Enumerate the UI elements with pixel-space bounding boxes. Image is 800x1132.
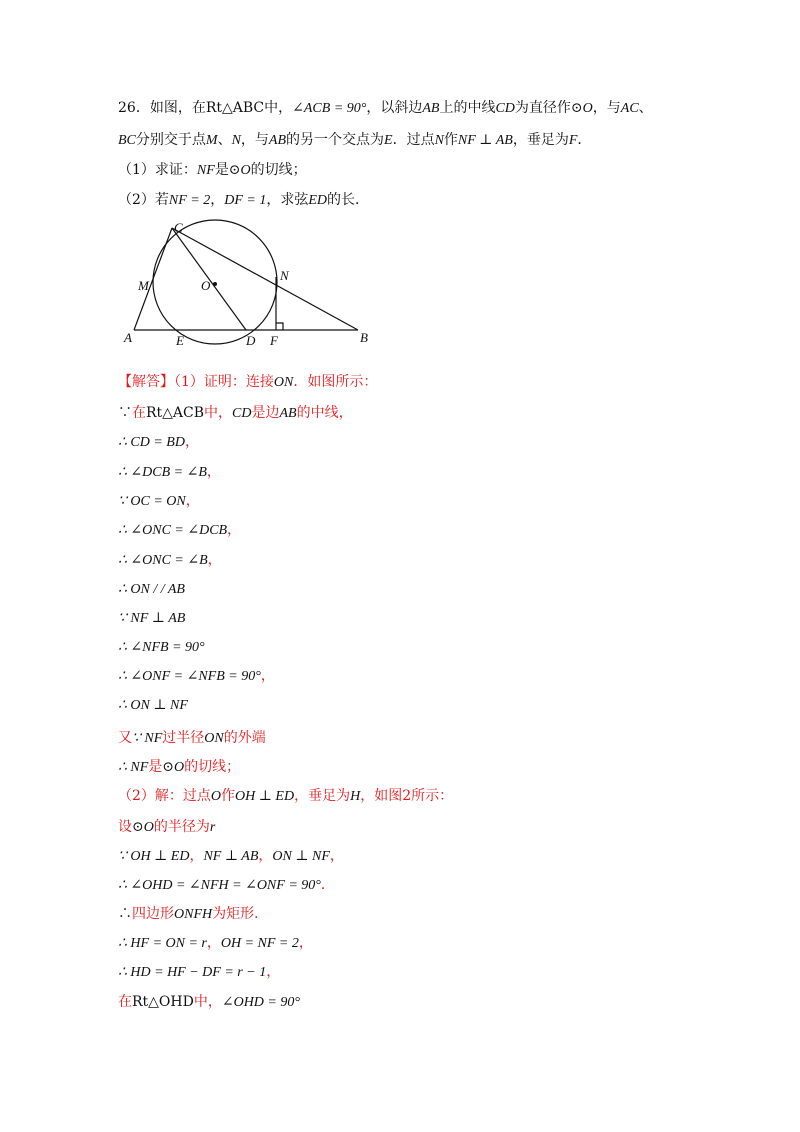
segment-ac: AC <box>620 101 639 116</box>
solution-text: ， <box>227 522 242 538</box>
solution-text: 的半径为 <box>153 819 210 835</box>
solution-line <box>118 403 353 424</box>
text: 的长． <box>327 192 370 208</box>
label-n: N <box>280 268 289 283</box>
math-expr: H <box>350 789 361 804</box>
math-expr: ∴ ∠NFB = 90° <box>118 640 205 655</box>
solution-line <box>118 846 344 867</box>
solution-text: 在 <box>118 994 132 1010</box>
solution-text: 是 <box>148 759 163 775</box>
circle-o: O <box>582 101 593 116</box>
point-n: N <box>231 133 241 148</box>
math-expr: OH ⊥ ED <box>235 789 295 804</box>
solution-line <box>118 462 221 483</box>
solution-text: ， <box>258 848 273 864</box>
solution-text: （1）证明：连接 <box>174 374 274 390</box>
text: ． <box>577 132 592 148</box>
segment-ab: AB <box>268 133 287 148</box>
math-expr: ∴ HD = HF − DF = r − 1 <box>118 965 267 980</box>
solution-line <box>118 637 205 658</box>
solution-text: 又 <box>118 730 132 746</box>
label-e: E <box>176 333 184 348</box>
text: ，求弦 <box>266 192 309 208</box>
problem-part-1 <box>118 160 307 181</box>
solution-text: ， <box>329 848 344 864</box>
solution-line <box>118 786 453 807</box>
math-expr: OH = NF = 2 <box>220 936 299 951</box>
math-expr: ∴ ON / / AB <box>118 582 185 597</box>
math-expr: ON <box>273 375 294 390</box>
solution-text: ．如图所示： <box>293 374 378 390</box>
solution-text: ∵ <box>118 405 132 421</box>
solution-line <box>118 817 215 838</box>
solution-line <box>118 933 313 954</box>
point-e: E <box>384 133 393 148</box>
segment-cb <box>172 228 358 330</box>
math-expr: ONFH <box>174 907 213 922</box>
math-expr: ∴ ∠ONC = ∠DCB <box>118 523 228 538</box>
text: 上的中线 <box>439 100 496 116</box>
text: 是⊙ <box>214 162 241 178</box>
solution-text: ， <box>207 552 222 568</box>
solution-line <box>118 372 377 393</box>
solution-line <box>118 992 300 1013</box>
text: ，以斜边 <box>366 100 423 116</box>
solution-text: Rt△OHD <box>132 994 194 1010</box>
given-df: DF = 1 <box>224 193 267 208</box>
math-expr: CD <box>232 406 252 421</box>
solution-text: 中， <box>193 994 222 1010</box>
text: 的切线； <box>250 162 307 178</box>
solution-line <box>118 666 275 687</box>
problem-line-2 <box>118 130 591 151</box>
circle-o: O <box>240 163 251 178</box>
math-expr: ON <box>204 731 224 746</box>
text: （1）求证： <box>118 162 197 178</box>
solution-text: 的中线， <box>296 405 353 421</box>
math-expr: ∴ NF <box>118 760 149 775</box>
math-expr: O <box>210 789 222 804</box>
solution-text: ， <box>185 493 200 509</box>
point-n: N <box>434 133 444 148</box>
text: 、 <box>638 100 653 116</box>
segment-cd: CD <box>495 101 515 116</box>
text: ，垂足为 <box>512 132 569 148</box>
segment-nf: NF <box>196 163 215 178</box>
math-expr: ∴ ∠OHD = ∠NFH = ∠ONF = 90° <box>118 878 321 893</box>
solution-line <box>118 757 240 778</box>
solution-text: 中， <box>204 405 233 421</box>
angle-expr: ∠ACB = 90° <box>292 101 367 116</box>
solution-text: 四边形 <box>132 906 174 922</box>
math-expr: NF ⊥ AB <box>203 849 259 864</box>
given-nf: NF = 2 <box>168 193 211 208</box>
math-expr: ∠OHD = 90° <box>221 995 300 1010</box>
label-f: F <box>270 333 278 348</box>
math-expr: ON ⊥ NF <box>272 849 330 864</box>
solution-text: 作 <box>221 788 236 804</box>
triangle-name: Rt△ABC <box>205 100 265 116</box>
math-expr: ∵ NF <box>132 731 163 746</box>
point-m: M <box>205 133 218 148</box>
solution-text: ， <box>266 964 281 980</box>
right-angle-mark <box>276 323 283 330</box>
solution-text: 是边 <box>251 405 280 421</box>
text: 、 <box>217 132 232 148</box>
solution-text: Rt△ACB <box>146 405 205 421</box>
label-o: O <box>201 278 211 293</box>
solution-line <box>118 695 188 716</box>
math-expr: ∴ ∠ONF = ∠NFB = 90° <box>118 669 261 684</box>
math-expr: AB <box>279 406 297 421</box>
solution-line <box>118 520 241 541</box>
problem-number: 26． <box>118 100 150 116</box>
solution-line <box>118 550 222 571</box>
label-d: D <box>246 333 256 348</box>
solution-line <box>118 875 335 896</box>
solution-line <box>118 491 200 512</box>
solution-line <box>118 579 185 600</box>
solution-text: 为矩形． <box>212 906 269 922</box>
text: ，与 <box>240 132 269 148</box>
solution-text: 过半径 <box>162 730 205 746</box>
solution-text: ，垂足为 <box>294 788 351 804</box>
solution-text: ， <box>260 668 275 684</box>
solution-text: ∴ <box>118 906 132 922</box>
text: 中， <box>264 100 293 116</box>
solution-line <box>118 432 199 453</box>
text: 的另一个交点为 <box>286 132 385 148</box>
text: 作 <box>443 132 458 148</box>
label-a: A <box>124 330 132 345</box>
perp-expr: NF ⊥ AB <box>457 133 513 148</box>
math-expr: ∵ OH ⊥ ED <box>118 849 190 864</box>
label-b: B <box>360 330 368 345</box>
solution-text: 的外端 <box>223 730 266 746</box>
math-expr: r <box>209 820 216 835</box>
text: ， <box>210 192 225 208</box>
math-expr: ⊙O <box>132 820 154 835</box>
label-c: C <box>174 220 183 235</box>
math-expr: ∵ OC = ON <box>118 494 186 509</box>
solution-text: 设 <box>118 819 132 835</box>
text: 分别交于点 <box>135 132 206 148</box>
text: 如图，在 <box>149 100 206 116</box>
solution-line <box>118 608 185 629</box>
math-expr: ∵ NF ⊥ AB <box>118 611 186 626</box>
solution-text: ． <box>320 877 335 893</box>
solution-text: ，如图2所示： <box>360 788 454 804</box>
segment-bc: BC <box>118 133 136 148</box>
math-expr: ∴ HF = ON = r <box>118 936 207 951</box>
label-m: M <box>138 278 149 293</box>
geometry-figure <box>118 218 378 353</box>
solution-line <box>118 962 280 983</box>
text: （2）若 <box>118 192 169 208</box>
segment-ab: AB <box>422 101 440 116</box>
solution-text: 【解答】 <box>118 374 174 390</box>
math-expr: ∴ CD = BD <box>118 435 185 450</box>
solution-text: 的切线； <box>184 759 241 775</box>
text: ．过点 <box>392 132 435 148</box>
math-expr: ∴ ∠ONC = ∠B <box>118 553 208 568</box>
solution-text: ， <box>206 464 221 480</box>
solution-text: 在 <box>132 405 146 421</box>
solution-text: ， <box>206 935 221 951</box>
solution-text: ， <box>189 848 204 864</box>
solution-text: ， <box>184 434 199 450</box>
solution-line <box>118 904 268 925</box>
text: 为直径作⊙ <box>514 100 583 116</box>
solution-line <box>118 728 266 749</box>
solution-text: ， <box>298 935 313 951</box>
math-expr: ∴ ON ⊥ NF <box>118 698 188 713</box>
math-expr: ∴ ∠DCB = ∠B <box>118 465 207 480</box>
solution-text: （2）解：过点 <box>118 788 211 804</box>
problem-part-2 <box>118 190 369 211</box>
center-point <box>213 282 217 286</box>
math-expr: ⊙O <box>162 760 185 775</box>
point-f: F <box>568 133 578 148</box>
chord-ed: ED <box>308 193 328 208</box>
text: ，与 <box>592 100 621 116</box>
problem-line-1 <box>118 98 653 119</box>
